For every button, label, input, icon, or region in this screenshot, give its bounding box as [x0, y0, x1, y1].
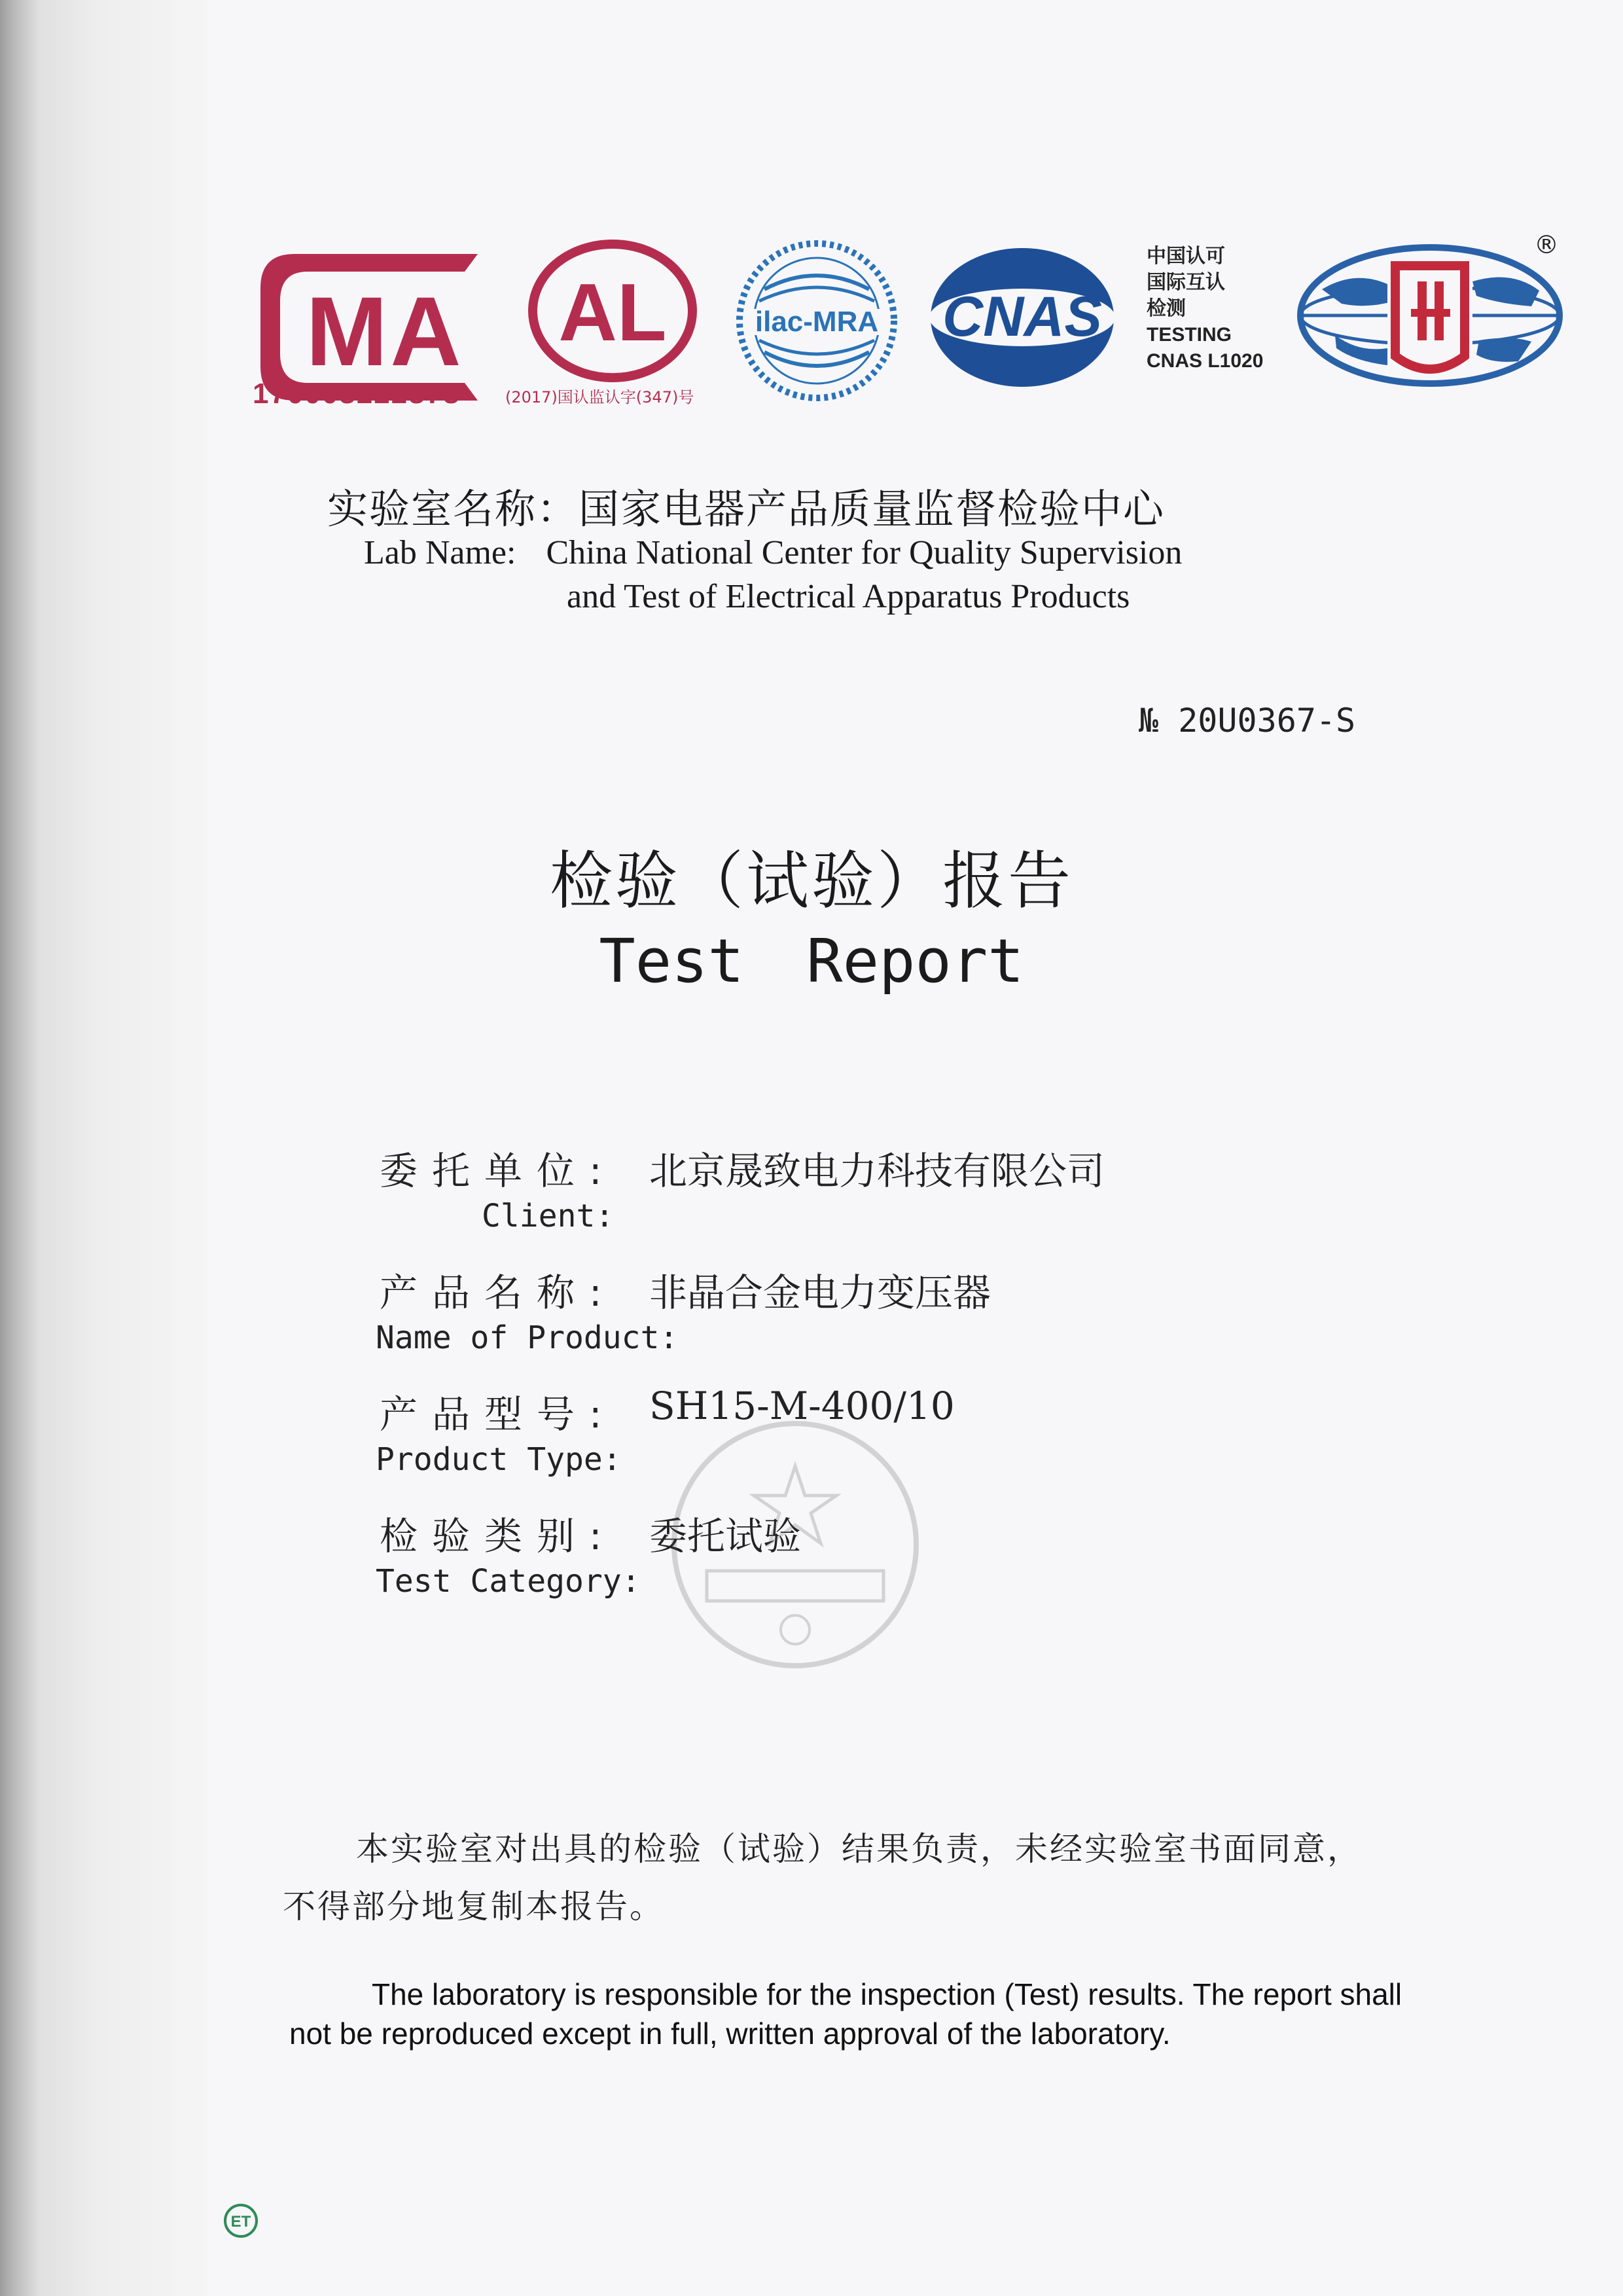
client-value: 北京晟致电力科技有限公司 [649, 1149, 1105, 1193]
product-type-label-en: Product Type: [376, 1441, 622, 1478]
globe-logo [1296, 243, 1564, 387]
product-type-label-cn: 产品型号: [380, 1392, 616, 1437]
client-label-cn: 委托单位: [380, 1149, 616, 1193]
cnas-side-line: CNAS L1020 [1147, 350, 1264, 372]
test-category-label-en: Test Category: [376, 1563, 641, 1600]
cal-logo-text: AL [558, 268, 667, 358]
cnas-logo-text: CNAS [942, 285, 1102, 348]
cnas-logo [924, 242, 1120, 393]
test-category-value: 委托试验 [649, 1514, 802, 1558]
report-title-cn: 检验（试验）报告 [550, 844, 1073, 918]
product-name-value: 非晶合金电力变压器 [649, 1270, 991, 1315]
report-title-en: Test Report [599, 926, 1024, 996]
ilac-mra-logo-text: ilac-MRA [755, 306, 879, 338]
notice-cn-line1: 本实验室对出具的检验（试验）结果负责，未经实验室书面同意， [356, 1830, 1362, 1868]
lab-name-cn: 实验室名称：国家电器产品质量监督检验中心 [327, 485, 1166, 533]
product-name-label-cn: 产品名称: [380, 1270, 616, 1315]
svg-text:ET: ET [230, 2213, 251, 2231]
product-type-value: SH15-M-400/10 [649, 1384, 955, 1428]
notice-cn-line2: 不得部分地复制本报告。 [283, 1888, 664, 1926]
report-number: № 20U0367-S [1139, 702, 1356, 740]
cnas-side-text [1147, 243, 1263, 374]
svg-text:(2017)国认监认字(347)号: (2017)国认监认字(347)号 [505, 388, 694, 406]
notice-en-line1: The laboratory is responsible for the inspection (Test) results. The report shall [372, 1977, 1402, 2011]
cma-number [250, 374, 492, 411]
cnas-side-line: 中国认可 [1147, 245, 1225, 268]
cal-number [504, 383, 726, 409]
cnas-side-line: TESTING [1147, 324, 1232, 346]
faded-seal-stamp [648, 1414, 942, 1676]
registered-mark: ® [1534, 230, 1559, 259]
lab-name-en-line2: and Test of Electrical Apparatus Products [567, 578, 1130, 615]
svg-text:170008222878: 170008222878 [253, 378, 461, 410]
test-category-label-cn: 检验类别: [380, 1514, 616, 1558]
cma-logo-text: MA [306, 276, 464, 386]
footer-mark-icon [223, 2202, 259, 2239]
ilac-mra-logo [732, 236, 902, 406]
cnas-side-line: 检测 [1147, 297, 1186, 320]
lab-name-en-line1 [364, 533, 1182, 572]
scan-shadow-edge [0, 0, 208, 2296]
cal-logo [524, 236, 702, 386]
notice-en-line2: not be reproduced except in full, written approval of the laboratory. [289, 2017, 1171, 2051]
lab-name-en-value: China National Center for Quality Supervision [546, 534, 1183, 571]
product-name-label-en: Name of Product: [376, 1319, 679, 1356]
cnas-side-line: 国际互认 [1147, 271, 1225, 294]
lab-name-label: Lab Name: [364, 534, 516, 571]
client-label-en: Client: [482, 1198, 615, 1234]
